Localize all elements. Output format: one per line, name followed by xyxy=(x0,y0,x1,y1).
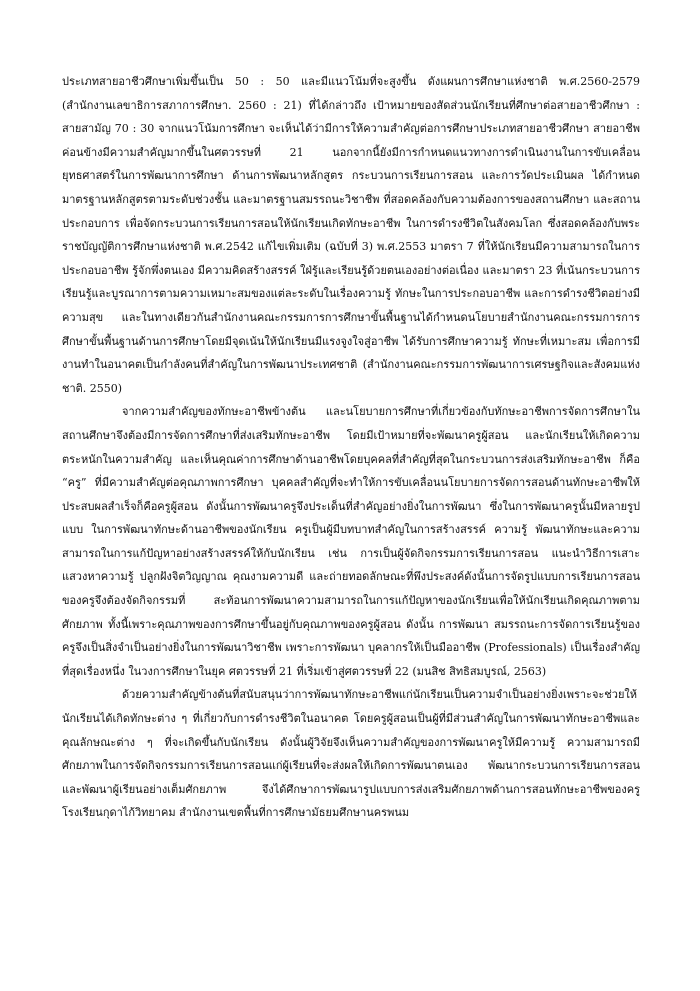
paragraph-2: จากความสำคัญของทักษะอาชีพข้างต้น และนโยบายการศึกษาที่เกี่ยวข้องกับทักษะอาชีพการจัดการศึกษาในสถานศึกษาจึงต้องมีการจัดการศึกษาที่ส่งเสริมทักษะอาชีพ โดยมีเป้าหมายที่จะพัฒนาครูผู้สอน และนักเรียนให้เกิดความตระหนักในความสำคัญ และเห็นคุณค่าการศึกษาด้านอาชีพโดยบุคคลที่สำคัญที่สุดในกระบวนการส่งเสริมทักษะอาชีพ ก็คือ “ครู” ที่มีความสำคัญต่อคุณภาพการศึกษา บุคคลสำคัญที่จะทำให้การขับเคลื่อนนโยบายการจัดการสอนด้านทักษะอาชีพให้ประสบผลสำเร็จก็คือครูผู้สอน ดังนั้นการพัฒนาครูจึงประเด็นที่สำคัญอย่างยิ่งในการพัฒนา ซึ่งในการพัฒนาครูนั้นมีหลายรูปแบบ ในการพัฒนาทักษะด้านอาชีพของนักเรียน ครูเป็นผู้มีบทบาทสำคัญในการสร้างสรรค์ ความรู้ พัฒนาทักษะและความสามารถในการแก้ปัญหาอย่างสร้างสรรค์ให้กับนักเรียน เช่น การเป็นผู้จัดกิจกรรมการเรียนการสอน แนะนำวิธีการเสาะแสวงหาความรู้ ปลูกฝังจิตวิญญาณ คุณงามความดี และถ่ายทอดลักษณะที่พึงประสงค์ดังนั้นการจัดรูปแบบการเรียนการสอนของครูจึงต้องจัดกิจกรรมที่ สะท้อนการพัฒนาความสามารถในการแก้ปัญหาของนักเรียนเพื่อให้นักเรียนเกิดคุณภาพตามศักยภาพ ทั้งนี้เพราะคุณภาพของการศึกษาขึ้นอยู่กับคุณภาพของครูผู้สอน ดังนั้น การพัฒนา สมรรถนะการจัดการเรียนรู้ของครูจึงเป็นสิ่งจำเป็นอย่างยิ่งในการพัฒนาวิชาชีพ เพราะการพัฒนา บุคลากรให้เป็นมืออาชีพ (Professionals) เป็นเรื่องสำคัญที่สุดเรื่องหนึ่ง ในวงการศึกษาในยุค ศตวรรษที่ 21 ที่เริ่มเข้าสู่ศตวรรษที่ 22 (มนสิช สิทธิสมบูรณ์, 2563) xyxy=(62,405,640,678)
paragraph-1: ประเภทสายอาชีวศึกษาเพิ่มขึ้นเป็น 50 : 50 และมีแนวโน้มที่จะสูงขึ้น ดังแผนการศึกษาแห่งชาติ พ.ศ.2560-2579 (สำนักงานเลขาธิการสภาการศึกษา. 2560 : 21) ที่ได้กล่าวถึง เป้าหมายของสัดส่วนนักเรียนที่ศึกษาต่อสายอาชีวศึกษา : สายสามัญ 70 : 30 จากแนวโน้มการศึกษา จะเห็นได้ว่ามีการให้ความสำคัญต่อการศึกษาประเภทสายอาชีวศึกษา สายอาชีพ ค่อนข้างมีความสำคัญมากขึ้นในศตวรรษที่ 21 นอกจากนี้ยังมีการกำหนดแนวทางการดำเนินงานในการขับเคลื่อนยุทธศาสตร์ในการพัฒนาการศึกษา ด้านการพัฒนาหลักสูตร กระบวนการเรียนการสอน และการวัดประเมินผล ได้กำหนดมาตรฐานหลักสูตรตามระดับช่วงชั้น และมาตรฐานสมรรถนะวิชาชีพ ที่สอดคล้องกับความต้องการของสถานศึกษา และสถานประกอบการ เพื่อจัดกระบวนการเรียนการสอนให้นักเรียนเกิดทักษะอาชีพ ในการดำรงชีวิตในสังคมโลก ซึ่งสอดคล้องกับพระราชบัญญัติการศึกษาแห่งชาติ พ.ศ.2542 แก้ไขเพิ่มเติม (ฉบับที่ 3) พ.ศ.2553 มาตรา 7 ที่ให้นักเรียนมีความสามารถในการประกอบอาชีพ รู้จักพึ่งตนเอง มีความคิดสร้างสรรค์ ใฝ่รู้และเรียนรู้ด้วยตนเองอย่างต่อเนื่อง และมาตรา 23 ที่เน้นกระบวนการเรียนรู้และบูรณาการตามความเหมาะสมของแต่ละระดับในเรื่องความรู้ ทักษะในการประกอบอาชีพ และการดำรงชีวิตอย่างมีความสุข และในทางเดียวกันสำนักงานคณะกรรมการการศึกษาขั้นพื้นฐานได้กำหนดนโยบายสำนักงานคณะกรรมการการศึกษาขั้นพื้นฐานด้านการศึกษาโดยมีจุดเน้นให้นักเรียนมีแรงจูงใจสู่อาชีพ ได้รับการศึกษาความรู้ ทักษะที่เหมาะสม เพื่อการมีงานทำในอนาคตเป็นกำลังคนที่สำคัญในการพัฒนาประเทศชาติ (สำนักงานคณะกรรมการพัฒนาการเศรษฐกิจและสังคมแห่งชาติ. 2550) xyxy=(62,75,640,395)
document-body xyxy=(62,70,640,825)
paragraph-3: ด้วยความสำคัญข้างต้นที่สนับสนุนว่าการพัฒนาทักษะอาชีพแก่นักเรียนเป็นความจำเป็นอย่างยิ่งเพราะจะช่วยให้นักเรียนได้เกิดทักษะต่าง ๆ ที่เกี่ยวกับการดำรงชีวิตในอนาคต โดยครูผู้สอนเป็นผู้ที่มีส่วนสำคัญในการพัฒนาทักษะอาชีพและคุณลักษณะต่าง ๆ ที่จะเกิดขึ้นกับนักเรียน ดังนั้นผู้วิจัยจึงเห็นความสำคัญของการพัฒนาครูให้มีความรู้ ความสามารถมีศักยภาพในการจัดกิจกรรมการเรียนการสอนแก่ผู้เรียนที่จะส่งผลให้เกิดการพัฒนาตนเอง พัฒนากระบวนการเรียนการสอน และพัฒนาผู้เรียนอย่างเต็มศักยภาพ จึงได้ศึกษาการพัฒนารูปแบบการส่งเสริมศักยภาพด้านการสอนทักษะอาชีพของครู โรงเรียนกุดาไก้วิทยาคม สำนักงานเขตพื้นที่การศึกษามัธยมศึกษานครพนม xyxy=(62,688,640,820)
